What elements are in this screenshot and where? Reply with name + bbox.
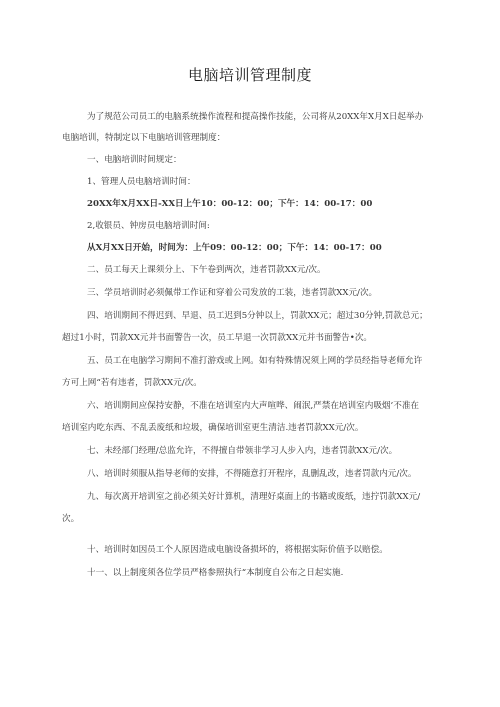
paragraph-line: 六、培训期间应保持安静，不准在培训室内大声喧哗、闹泯,严禁在培训室内吸烟’不准在 bbox=[87, 401, 420, 411]
paragraph-line: 二、员工每天上课须分上、下午卷到两次，违者罚款XX元/次。 bbox=[87, 265, 326, 275]
paragraph-line: 五、员工在电脑学习期间不准打游戏或上网。如有特殊情况须上网的学员经指导老师允许 bbox=[87, 356, 423, 366]
paragraph-line: 为了规范公司员工的电脑系统操作流程和提高操作技能，公司将从20XX年X月X日起举办 bbox=[87, 112, 424, 122]
paragraph-line: 十一、以上制度须各位学员严格参照执行“本制度自公布之日起实施. bbox=[87, 568, 344, 578]
document-title: 电脑培训管理制度 bbox=[187, 66, 312, 84]
paragraph-line: 九、每次离开培训室之前必须关好计算机，清理好桌面上的书籍或废纸，违拧罚款XX元/ bbox=[87, 492, 421, 502]
paragraph-line: 培训室内吃东西、不乱丢废纸和垃圾，确保培训室更生清洁.违者罚款XX元/次。 bbox=[62, 423, 364, 433]
paragraph-line: 七、未经部门经理/总监允许，不得擅自带领非学习人步入内，违者罚款XX元/次。 bbox=[87, 446, 398, 456]
paragraph-line: 2,收银员、钟房员电脑培训时间: bbox=[87, 221, 210, 231]
paragraph-line: 1、管理人员电脑培训时间： bbox=[87, 177, 196, 187]
paragraph-line: 方可上网“若有违者，罚款XX元/次。 bbox=[62, 378, 202, 388]
paragraph-line: 20XX年X月XX日-XX日上午10：00-12：00；下午：14：00-17：00 bbox=[87, 199, 373, 209]
paragraph-line: 从X月XX日开始，时间为：上午09：00-12：00；下午：14：00-17：00 bbox=[87, 243, 382, 253]
paragraph-line: 电脑培训，特制定以下电脑培训管理制度： bbox=[62, 133, 226, 143]
paragraph-line: 一、电脑培训时间规定： bbox=[87, 155, 182, 165]
paragraph-line: 次。 bbox=[62, 514, 80, 524]
paragraph-line: 超过1小时，罚款XX元并书面警告一次，员工早退一次罚款XX元并书面警告•次。 bbox=[62, 333, 373, 343]
paragraph-line: 八、培训时须服从指导老师的安排，不得随意打开程序，乱删乱改，违者罚款内元/次。 bbox=[87, 469, 417, 479]
paragraph-line: 十、培训时如因员工个人原因造成电脑设备损坏的，将根据实际价值予以赔偿。 bbox=[87, 545, 388, 555]
paragraph-line: 四、培训期间不得迟到、早退、员工迟到5分钟以上，罚款XX元；超过30分钟,罚款总元； bbox=[87, 311, 428, 321]
paragraph-line: 三、学员培训时必须佩带工作证和穿着公司发放的工装，违者罚款XX元/次。 bbox=[87, 288, 378, 298]
